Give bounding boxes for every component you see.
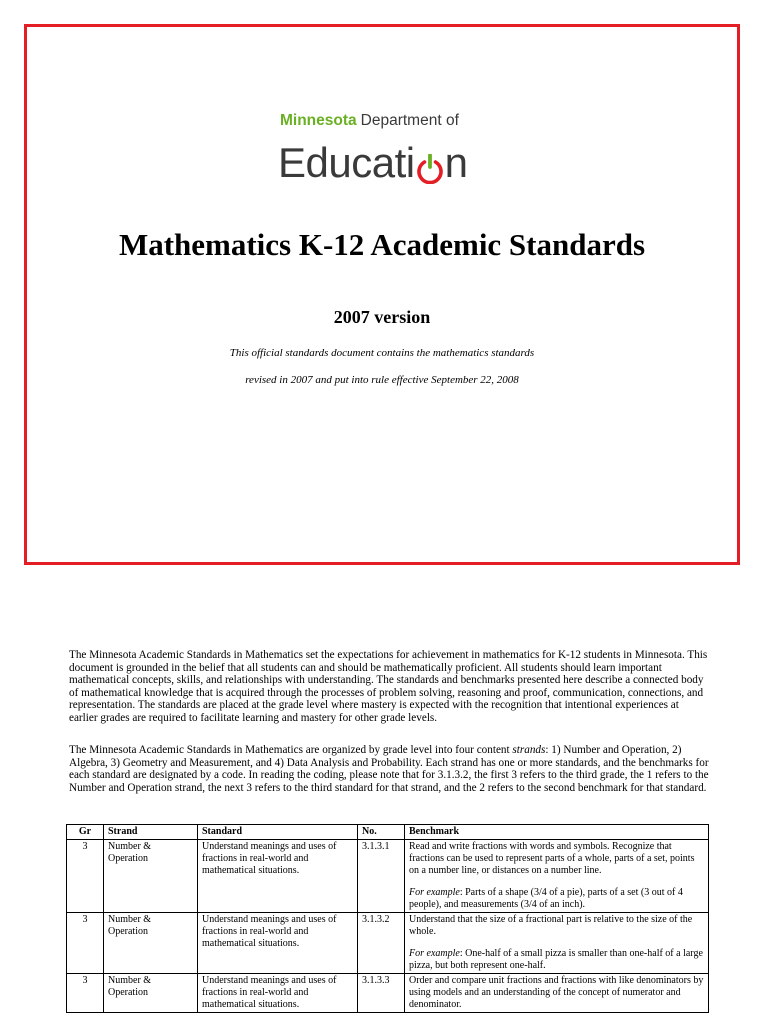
logo-education-text-right: n: [444, 139, 468, 186]
cover-frame: [24, 24, 740, 565]
cell-grade: 3: [67, 974, 104, 1013]
header-benchmark: Benchmark: [405, 825, 709, 840]
cell-benchmark: Order and compare unit fractions and fractions with like denominators by using models and an understanding of the concept of numerator and denominator.: [405, 974, 709, 1013]
benchmark-example: For example: Parts of a shape (3/4 of a pie), parts of a set (3 out of 4 people), and measurements (3/4 of an inch).: [409, 887, 683, 910]
header-grade: Gr: [67, 825, 104, 840]
cell-strand: Number & Operation: [104, 840, 198, 913]
cell-number: 3.1.3.1: [358, 840, 405, 913]
cell-number: 3.1.3.3: [358, 974, 405, 1013]
cover-note-line-2: revised in 2007 and put into rule effective September 22, 2008: [245, 374, 519, 386]
cell-standard: Understand meanings and uses of fractions in real-world and mathematical situations.: [198, 913, 358, 974]
header-strand: Strand: [104, 825, 198, 840]
cell-benchmark: Understand that the size of a fractional part is relative to the size of the whole. For example: One-half of a small pizza is smaller than one-half of a large pizza, but both represent one-half.: [405, 913, 709, 974]
logo-state-text: Minnesota: [280, 112, 357, 129]
document-title: Mathematics K-12 Academic Standards: [118, 227, 646, 262]
cell-strand: Number & Operation: [104, 913, 198, 974]
table-row: [67, 913, 709, 974]
document-version: 2007 version: [333, 307, 431, 327]
cell-grade: 3: [67, 840, 104, 913]
logo-dept-text: Department of: [360, 112, 459, 129]
benchmark-example: For example: One-half of a small pizza is smaller than one-half of a large pizza, but both represent one-half.: [409, 948, 703, 971]
header-number: No.: [358, 825, 405, 840]
logo-education-text-left: Educati: [278, 139, 415, 186]
cell-grade: 3: [67, 913, 104, 974]
cell-number: 3.1.3.2: [358, 913, 405, 974]
cell-strand: Number & Operation: [104, 974, 198, 1013]
cell-standard: Understand meanings and uses of fractions in real-world and mathematical situations.: [198, 974, 358, 1013]
power-icon: [416, 133, 444, 193]
strands-term: strands: [512, 744, 546, 756]
mde-logo: [280, 111, 480, 205]
table-header-row: [67, 825, 709, 840]
cover-note-line-1: This official standards document contains the mathematics standards: [229, 347, 535, 359]
intro-paragraph-2: The Minnesota Academic Standards in Mathematics are organized by grade level into four content strands: 1) Number and Operation, 2) Algebra, 3) Geometry and Measurement, and 4) Data Analysis and Probability. Each strand has one or more standards, and the benchmarks for each standard are designated by a code. In reading the coding, please note that for 3.1.3.2, the first 3 refers to the third grade, the 1 refers to the Number and Operation strand, the next 3 refers to the third standard for that strand, and the 2 refers to the second benchmark for that standard.: [69, 744, 709, 794]
cell-benchmark: Read and write fractions with words and symbols. Recognize that fractions can be used to represent parts of a whole, parts of a set, points on a number line, or distances on a number line. For example: Parts of a shape (3/4 of a pie), parts of a set (3 out of 4 people), and measurements (3/4 of an inch).: [405, 840, 709, 913]
header-standard: Standard: [198, 825, 358, 840]
cell-standard: Understand meanings and uses of fractions in real-world and mathematical situations.: [198, 840, 358, 913]
table-row: [67, 840, 709, 913]
table-row: [67, 974, 709, 1013]
intro-paragraph-1: The Minnesota Academic Standards in Mathematics set the expectations for achievement in mathematics for K-12 students in Minnesota. This document is grounded in the belief that all students can and should be mathematically proficient. All students should learn important mathematical concepts, skills, and relationships with understanding. The standards and benchmarks presented here describe a connected body of mathematical knowledge that is acquired through the processes of problem solving, reasoning and proof, communication, connections, and representation. The standards are placed at the grade level where mastery is expected with the recognition that intentional experiences at earlier grades are required to facilitate learning and mastery for other grade levels.: [69, 649, 708, 724]
standards-table: [66, 824, 709, 1013]
